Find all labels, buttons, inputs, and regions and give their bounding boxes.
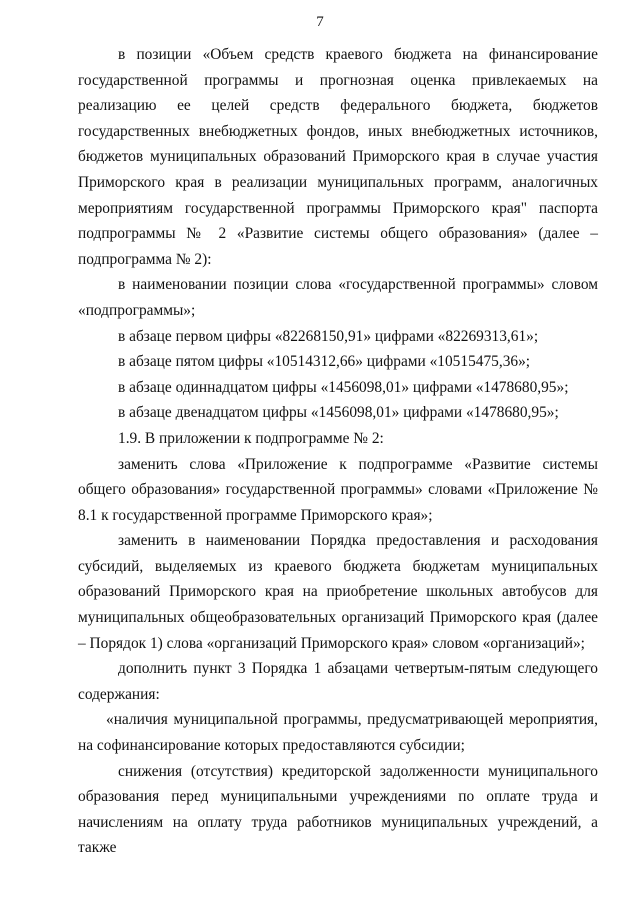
paragraph-twelfth-abzac: в абзаце двенадцатом цифры «1456098,01» цифрами «1478680,95»; [118, 404, 559, 422]
paragraph-eleventh-abzac: в абзаце одиннадцатом цифры «1456098,01» цифрами «1478680,95»; [118, 378, 569, 396]
paragraph-passport-position: в позиции «Объем средств краевого бюджета на финансирование государственной программы и прогнозная оценка привлекаемых на реализацию ее целей средств федерального бюджета, бюджетов государственных внебюджетных фондов, иных внебюджетных источников, бюджетов муниципальных образований Приморского края в случае участия Приморского края в реализации муниципальных программ, аналогичных мероприятиям государственной программы Приморского края" паспорта подпрограммы № 2 «Развитие системы общего образования» (далее – подпрограмма № 2): [78, 46, 598, 268]
paragraph-debt-reduction: снижения (отсутствия) кредиторской задолженности муниципального образования перед муниципальными учреждениями по оплате труда и начислениям на оплату труда работников муниципальных учреждений, а также [78, 762, 598, 857]
paragraph-fifth-abzac: в абзаце пятом цифры «10514312,66» цифрами «10515475,36»; [118, 353, 531, 371]
paragraph-position-name: в наименовании позиции слова «государственной программы» словом «подпрограммы»; [78, 276, 598, 319]
paragraph-replace-procedure-name: заменить в наименовании Порядка предоставления и расходования субсидий, выделяемых из краевого бюджета бюджетам муниципальных образований Приморского края на приобретение школьных автобусов для муниципальных общеобразовательных организаций Приморского края (далее – Порядок 1) слова «организаций Приморского края» словом «организаций»; [78, 532, 598, 652]
page-number: 7 [316, 14, 324, 30]
document-body [78, 42, 598, 861]
paragraph-municipal-program: «наличия муниципальной программы, предусматривающей мероприятия, на софинансирование которых предоставляются субсидии; [78, 711, 598, 755]
paragraph-section-1-9: 1.9. В приложении к подпрограмме № 2: [118, 429, 384, 447]
paragraph-first-abzac: в абзаце первом цифры «82268150,91» цифрами «82269313,61»; [118, 327, 539, 345]
paragraph-replace-appendix-title: заменить слова «Приложение к подпрограмме «Развитие системы общего образования» государственной программы» словами «Приложение № 8.1 к государственной программе Приморского края»; [78, 455, 598, 524]
paragraph-supplement-point-3: дополнить пункт 3 Порядка 1 абзацами четвертым-пятым следующего содержания: [78, 660, 598, 703]
